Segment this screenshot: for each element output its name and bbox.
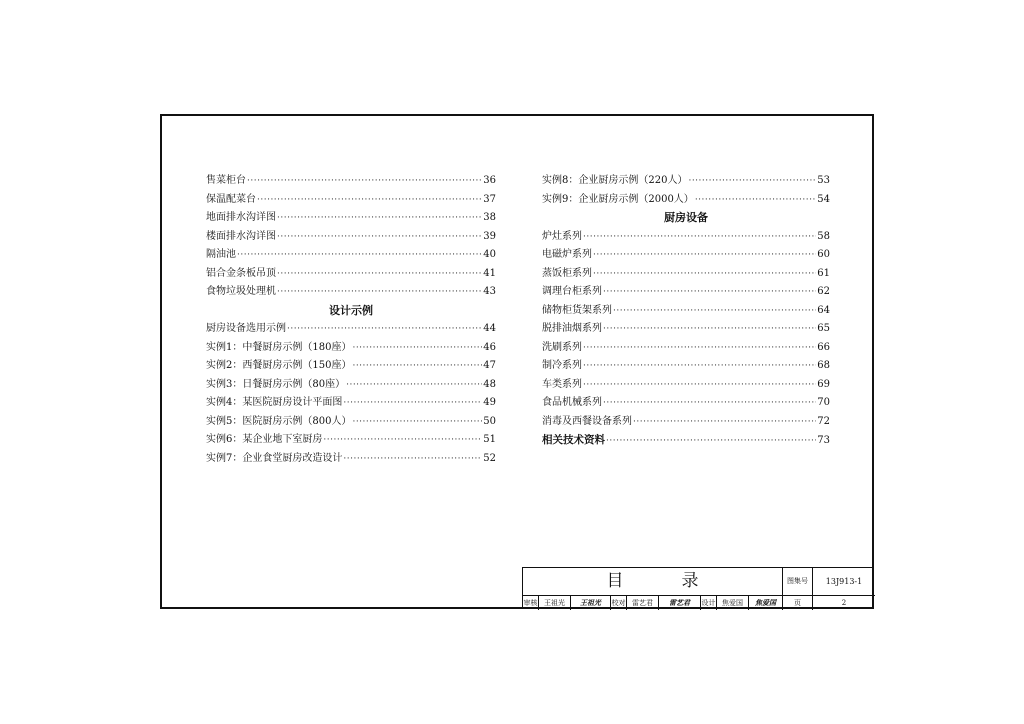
- toc-entry[interactable]: [206, 265, 496, 284]
- leader-dots: [277, 265, 482, 284]
- toc-entry-label: 车类系列: [542, 378, 582, 390]
- toc-entry[interactable]: [206, 172, 496, 191]
- toc-entry-page: 62: [817, 286, 830, 297]
- toc-entry-label: 地面排水沟详图: [206, 212, 276, 223]
- toc-entry-page: 43: [483, 286, 496, 297]
- toc-left-column: [206, 172, 496, 468]
- toc-entry-label: 食物垃圾处理机: [206, 286, 276, 297]
- toc-entry[interactable]: [206, 376, 496, 395]
- toc-entry-page: 72: [817, 415, 830, 427]
- page-number: 2: [841, 599, 847, 607]
- toc-entry-page: 48: [483, 378, 496, 390]
- leader-dots: [613, 302, 816, 321]
- toc-entry[interactable]: [542, 376, 830, 395]
- leader-dots: [606, 432, 816, 451]
- reviewer-name: 王祖光: [539, 596, 571, 610]
- checker-name: 雷艺君: [627, 596, 659, 610]
- toc-entry[interactable]: [542, 339, 830, 358]
- toc-entry[interactable]: [206, 320, 496, 339]
- toc-entry[interactable]: [542, 413, 830, 432]
- toc-entry-page: 65: [817, 323, 830, 334]
- leader-dots: [688, 172, 816, 191]
- toc-entry-label: 食品机械系列: [542, 397, 602, 408]
- design-label: 设计: [701, 596, 717, 610]
- toc-entry-page: 54: [817, 193, 830, 205]
- designer-signature: 焦爱国: [749, 596, 783, 610]
- toc-entry-page: 40: [483, 249, 496, 260]
- check-label: 校对: [611, 596, 627, 610]
- leader-dots: [257, 191, 482, 210]
- title-block: [522, 567, 874, 609]
- toc-entry-label: 实例4：某医院厨房设计平面图: [206, 397, 343, 408]
- toc-entry-label: 蒸饭柜系列: [542, 267, 592, 279]
- toc-entry-label: 电磁炉系列: [542, 249, 592, 260]
- leader-dots: [603, 394, 816, 413]
- toc-entry-label: 洗刷系列: [542, 341, 582, 353]
- toc-entry-label: 相关技术资料: [542, 434, 605, 446]
- toc-entry[interactable]: [542, 357, 830, 376]
- toc-entry-label: 调理台柜系列: [542, 286, 602, 297]
- toc-entry-label: 储物柜货架系列: [542, 304, 612, 316]
- leader-dots: [287, 320, 482, 339]
- toc-entry-page: 39: [483, 230, 496, 242]
- toc-entry-page: 37: [483, 193, 496, 205]
- toc-entry-page: 73: [817, 435, 830, 446]
- toc-entry-page: 50: [483, 415, 496, 427]
- toc-entry-related-info[interactable]: [542, 431, 830, 450]
- toc-entry[interactable]: [206, 450, 496, 469]
- section-heading-design-examples: 设计示例: [329, 303, 373, 317]
- atlas-number: 13J913-1: [825, 577, 863, 586]
- toc-entry[interactable]: [542, 172, 830, 191]
- toc-entry-page: 49: [483, 397, 496, 408]
- leader-dots: [352, 357, 482, 376]
- toc-entry-page: 44: [483, 323, 496, 334]
- toc-entry[interactable]: [542, 228, 830, 247]
- toc-entry[interactable]: [542, 246, 830, 265]
- page-label: 页: [783, 596, 813, 610]
- leader-dots: [583, 339, 816, 358]
- toc-entry-page: 70: [817, 397, 830, 408]
- toc-entry-page: 61: [817, 267, 830, 279]
- toc-entry-page: 68: [817, 360, 830, 371]
- toc-entry-page: 41: [483, 267, 496, 279]
- toc-entry-page: 60: [817, 249, 830, 260]
- review-label: 审核: [523, 596, 539, 610]
- leader-dots: [346, 376, 482, 395]
- toc-entry-label: 制冷系列: [542, 360, 582, 371]
- toc-entry[interactable]: [206, 431, 496, 450]
- toc-entry-page: 66: [817, 341, 830, 353]
- toc-entry-label: 铝合金条板吊顶: [206, 267, 276, 279]
- toc-entry-page: 47: [483, 360, 496, 371]
- toc-entry-label: 实例1：中餐厨房示例（180座）: [206, 341, 352, 353]
- reviewer-signature: 王祖光: [571, 596, 611, 610]
- toc-entry-label: 实例6：某企业地下室厨房: [206, 434, 323, 445]
- toc-entry[interactable]: [542, 302, 830, 321]
- toc-entry-page: 53: [817, 175, 830, 186]
- section-heading-kitchen-equipment: 厨房设备: [664, 211, 708, 224]
- leader-dots: [583, 228, 816, 247]
- leader-dots: [352, 413, 482, 432]
- toc-entry-label: 厨房设备选用示例: [206, 323, 286, 334]
- sheet-title: 目录: [523, 568, 783, 595]
- drawing-frame: [160, 114, 874, 609]
- toc-entry-page: 52: [483, 452, 496, 464]
- toc-entry[interactable]: [542, 283, 830, 302]
- toc-entry-label: 脱排油烟系列: [542, 323, 602, 334]
- leader-dots: [583, 376, 816, 395]
- leader-dots: [603, 283, 816, 302]
- toc-entry[interactable]: [206, 413, 496, 432]
- toc-entry[interactable]: [206, 228, 496, 247]
- toc-entry[interactable]: [206, 191, 496, 210]
- leader-dots: [323, 431, 482, 450]
- toc-entry-label: 实例7：企业食堂厨房改造设计: [206, 452, 343, 464]
- leader-dots: [247, 172, 482, 191]
- toc-entry[interactable]: [542, 191, 830, 210]
- leader-dots: [277, 209, 482, 228]
- leader-dots: [352, 339, 482, 358]
- toc-entry-page: 51: [483, 434, 496, 445]
- toc-entry[interactable]: [542, 265, 830, 284]
- leader-dots: [603, 320, 816, 339]
- leader-dots: [277, 228, 482, 247]
- toc-entry[interactable]: [206, 246, 496, 265]
- toc-entry-label: 实例8：企业厨房示例（220人）: [542, 175, 688, 186]
- toc-entry-label: 实例9：企业厨房示例（2000人）: [542, 193, 694, 205]
- toc-entry[interactable]: [206, 339, 496, 358]
- toc-entry-label: 楼面排水沟详图: [206, 230, 276, 242]
- toc-entry-page: 58: [817, 230, 830, 242]
- leader-dots: [237, 246, 482, 265]
- toc-entry-page: 69: [817, 378, 830, 390]
- toc-entry-page: 46: [483, 341, 496, 353]
- leader-dots: [593, 246, 816, 265]
- toc-entry[interactable]: [542, 394, 830, 413]
- leader-dots: [277, 283, 482, 302]
- toc-entry-page: 36: [483, 175, 496, 186]
- toc-entry-label: 实例3：日餐厨房示例（80座）: [206, 378, 346, 390]
- leader-dots: [343, 394, 482, 413]
- toc-entry[interactable]: [206, 283, 496, 302]
- toc-entry-label: 隔油池: [206, 249, 236, 260]
- leader-dots: [695, 191, 816, 210]
- toc-entry-page: 38: [483, 212, 496, 223]
- atlas-number-label: 图集号: [783, 568, 813, 595]
- leader-dots: [583, 357, 816, 376]
- toc-entry[interactable]: [206, 357, 496, 376]
- toc-entry-label: 实例2：西餐厨房示例（150座）: [206, 360, 352, 371]
- toc-entry[interactable]: [542, 320, 830, 339]
- leader-dots: [593, 265, 816, 284]
- toc-entry-label: 实例5：医院厨房示例（800人）: [206, 415, 352, 427]
- toc-entry-label: 消毒及西餐设备系列: [542, 415, 632, 427]
- toc-entry-label: 保温配菜台: [206, 193, 256, 205]
- leader-dots: [343, 450, 482, 469]
- checker-signature: 雷艺君: [659, 596, 701, 610]
- designer-name: 焦爱国: [717, 596, 749, 610]
- toc-entry[interactable]: [206, 209, 496, 228]
- toc-entry[interactable]: [206, 394, 496, 413]
- toc-right-column: [542, 172, 830, 450]
- leader-dots: [633, 413, 816, 432]
- toc-entry-label: 售菜柜台: [206, 175, 246, 186]
- toc-entry-label: 炉灶系列: [542, 230, 582, 242]
- toc-entry-page: 64: [817, 304, 830, 316]
